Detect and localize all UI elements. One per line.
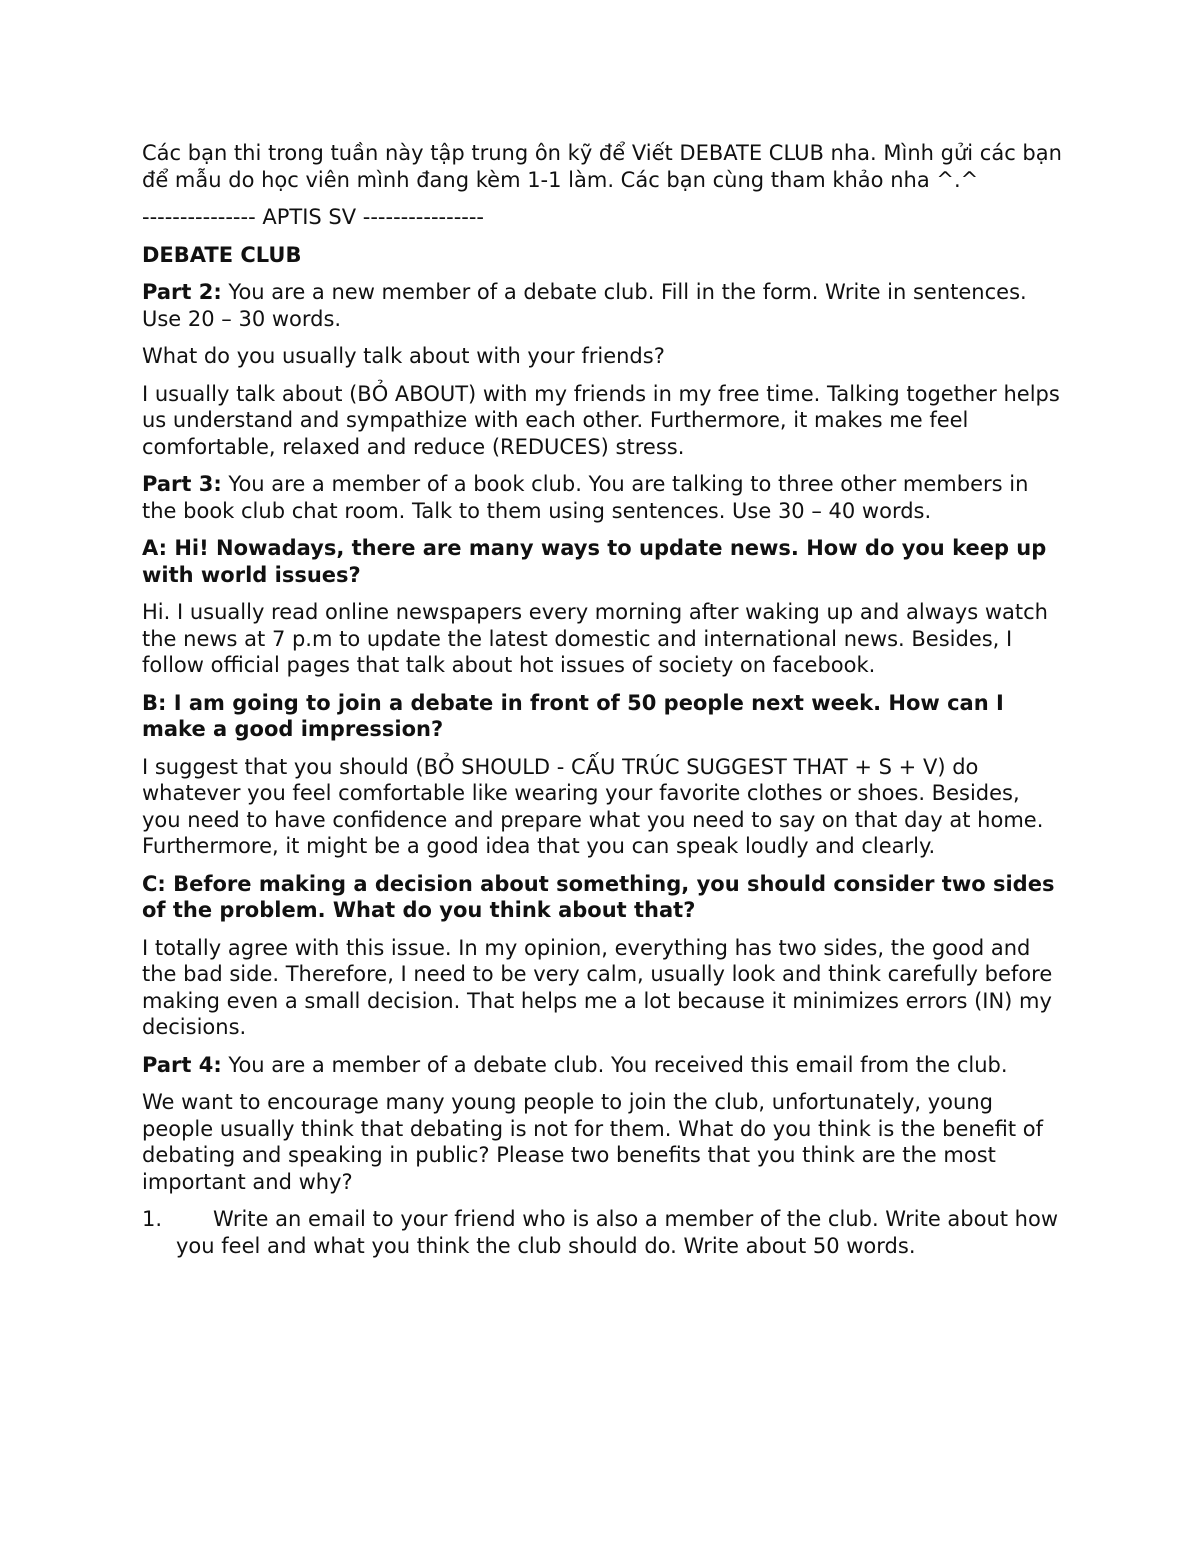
part3-question-b: B: I am going to join a debate in front of 50 people next week. How can I make a good impression?: [142, 690, 1004, 741]
part3-prompt-text: You are a member of a book club. You are talking to three other members in the book club chat room. Talk to them using sentences. Use 30 – 40 words.: [142, 472, 1029, 523]
part4-email: We want to encourage many young people to join the club, unfortunately, young people usually think that debating is not for them. What do you think is the benefit of debating and speaking in public? Please two benefits that you think are the most important and why?: [142, 1090, 1044, 1194]
part2-question: What do you usually talk about with your friends?: [142, 344, 665, 368]
task-number: 1.: [142, 1207, 163, 1231]
part3-answer-a: Hi. I usually read online newspapers every morning after waking up and always watch the news at 7 p.m to update the latest domestic and international news. Besides, I follow official pages that talk about hot issues of society on facebook.: [142, 600, 1048, 677]
part3-answer-c: I totally agree with this issue. In my opinion, everything has two sides, the good and the bad side. Therefore, I need to be very calm, usually look and think carefully before making even a small decision. That helps me a lot because it minimizes errors (IN) my decisions.: [142, 935, 1053, 1039]
part3-answer-b: I suggest that you should (BỎ SHOULD - CẤU TRÚC SUGGEST THAT + S + V) do whatever you feel comfortable like wearing your favorite clothes or shoes. Besides, you need to have confidence and prepare what you need to say on that day at home. Furthermore, it might be a good idea that you can speak loudly and clearly.: [142, 754, 1044, 858]
part2-answer: I usually talk about (BỎ ABOUT) with my friends in my free time. Talking together helps us understand and sympathize with each other. Furthermore, it makes me feel comfortable, relaxed and reduce (REDUCES) stress.: [142, 381, 1060, 459]
part4-prompt: [142, 1052, 1062, 1079]
part4-label: Part 4:: [142, 1052, 222, 1077]
document-title: DEBATE CLUB: [142, 242, 302, 267]
task-text: Write an email to your friend who is also a member of the club. Write about how you feel and what you think the club should do. Write about 50 words.: [176, 1207, 1059, 1258]
part4-prompt-text: You are a member of a debate club. You received this email from the club.: [228, 1052, 1008, 1077]
part4-task-item: [142, 1206, 1062, 1259]
part2-prompt-text: You are a new member of a debate club. Fill in the form. Write in sentences. Use 20 – 30 words.: [142, 280, 1027, 331]
intro-paragraph: Các bạn thi trong tuần này tập trung ôn kỹ để Viết DEBATE CLUB nha. Mình gửi các bạn để mẫu do học viên mình đang kèm 1-1 làm. Các bạn cùng tham khảo nha ^.^: [142, 141, 1062, 192]
document-page: [142, 140, 1062, 1270]
part3-label: Part 3:: [142, 472, 222, 496]
part3-question-a: A: Hi! Nowadays, there are many ways to update news. How do you keep up with world issues?: [142, 536, 1047, 587]
part3-question-c: C: Before making a decision about something, you should consider two sides of the problem. What do you think about that?: [142, 871, 1055, 922]
divider-line: --------------- APTIS SV ----------------: [142, 205, 485, 229]
part2-label: Part 2:: [142, 280, 222, 304]
part3-prompt: [142, 471, 1062, 524]
part2-prompt: [142, 279, 1062, 332]
